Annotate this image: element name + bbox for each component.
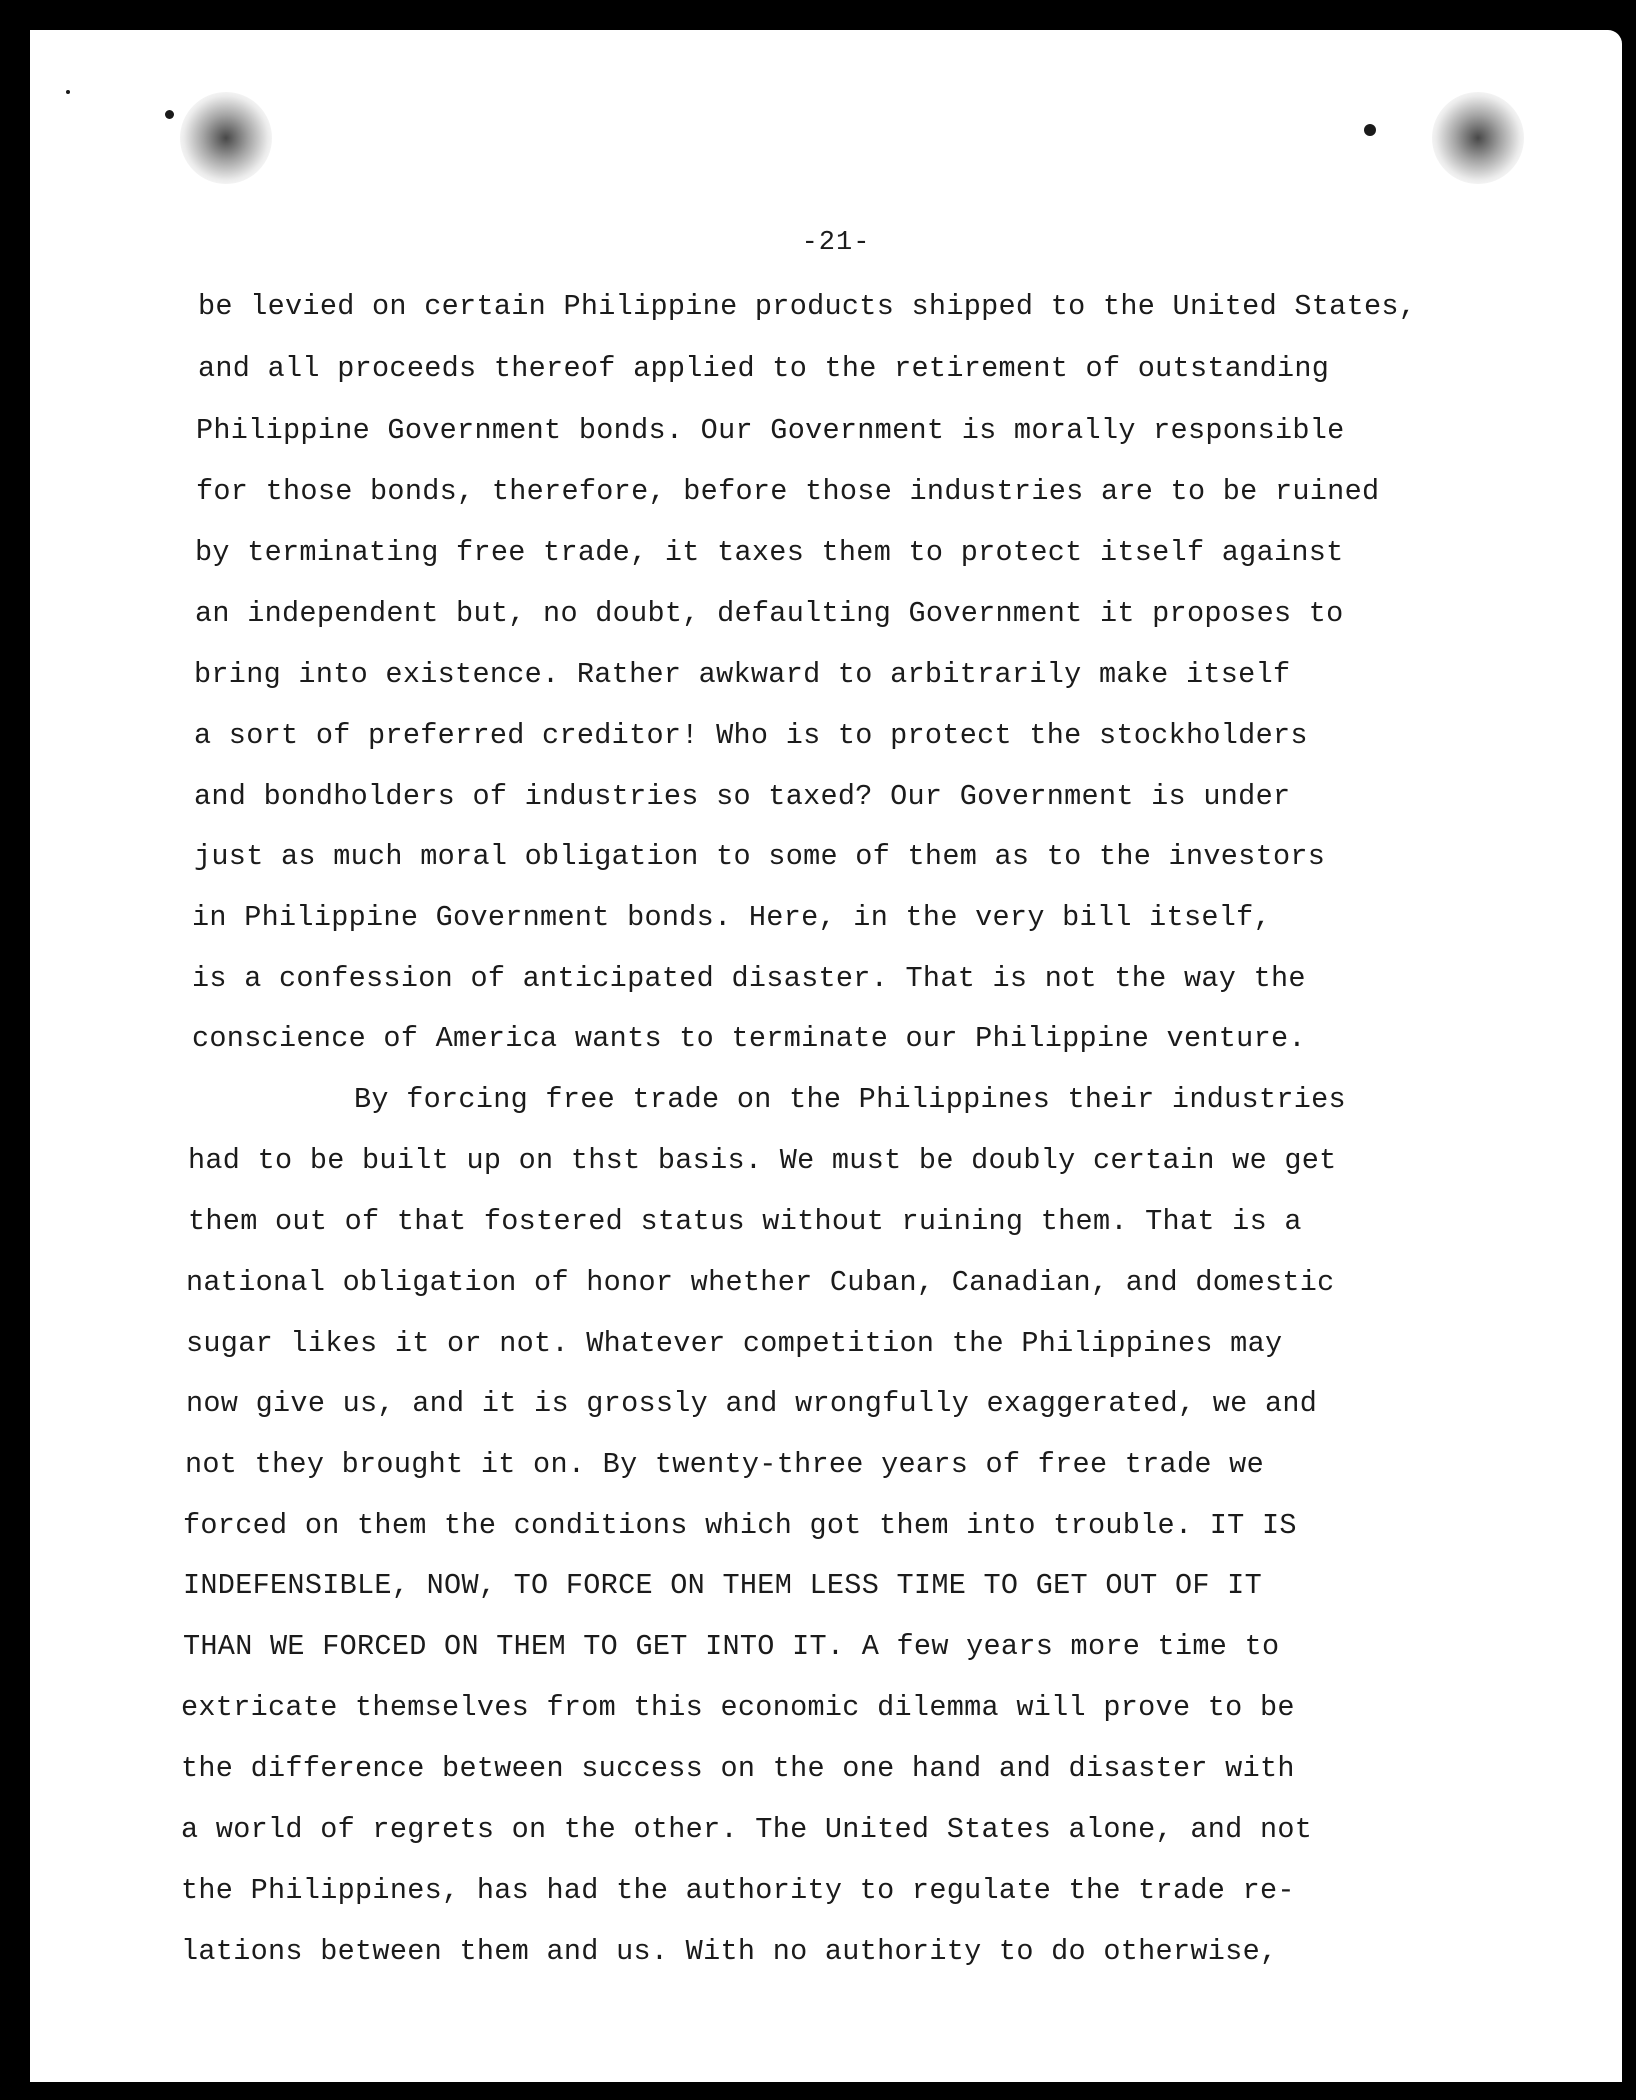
text-line: bring into existence. Rather awkward to arbitrarily make itself <box>194 658 1291 691</box>
text-line: had to be built up on thst basis. We must be doubly certain we get <box>188 1144 1337 1177</box>
text-line: for those bonds, therefore, before those industries are to be ruined <box>196 475 1380 508</box>
text-line: conscience of America wants to terminate our Philippine venture. <box>192 1022 1306 1055</box>
text-line: the Philippines, has had the authority to regulate the trade re- <box>181 1874 1295 1907</box>
punch-hole-left-icon <box>180 92 272 184</box>
document-page <box>30 30 1622 2082</box>
text-line: extricate themselves from this economic dilemma will prove to be <box>181 1691 1295 1724</box>
text-line: THAN WE FORCED ON THEM TO GET INTO IT. A few years more time to <box>183 1630 1280 1663</box>
text-line: a world of regrets on the other. The United States alone, and not <box>181 1813 1313 1846</box>
text-line: INDEFENSIBLE, NOW, TO FORCE ON THEM LESS TIME TO GET OUT OF IT <box>183 1569 1262 1602</box>
text-line: and all proceeds thereof applied to the retirement of outstanding <box>198 352 1330 385</box>
text-line: a sort of preferred creditor! Who is to protect the stockholders <box>194 719 1308 752</box>
punch-hole-right-icon <box>1432 92 1524 184</box>
text-line: in Philippine Government bonds. Here, in the very bill itself, <box>192 901 1271 934</box>
text-line: the difference between success on the one hand and disaster with <box>181 1752 1295 1785</box>
text-line: be levied on certain Philippine products shipped to the United States, <box>198 290 1417 323</box>
text-line: an independent but, no doubt, defaulting Government it proposes to <box>195 597 1344 630</box>
text-line: sugar likes it or not. Whatever competition the Philippines may <box>186 1327 1283 1360</box>
ink-speck-icon <box>1364 124 1376 136</box>
text-line: not they brought it on. By twenty-three years of free trade we <box>185 1448 1264 1481</box>
text-line: just as much moral obligation to some of them as to the investors <box>194 840 1326 873</box>
page-number: -21- <box>801 228 871 258</box>
text-line: is a confession of anticipated disaster. That is not the way the <box>192 962 1306 995</box>
text-line: by terminating free trade, it taxes them to protect itself against <box>195 536 1344 569</box>
text-line: forced on them the conditions which got them into trouble. IT IS <box>183 1509 1297 1542</box>
ink-speck-icon <box>66 90 70 94</box>
text-line: lations between them and us. With no authority to do otherwise, <box>181 1935 1278 1968</box>
text-line: Philippine Government bonds. Our Government is morally responsible <box>196 414 1345 447</box>
text-line: By forcing free trade on the Philippines their industries <box>354 1083 1346 1116</box>
text-line: and bondholders of industries so taxed? Our Government is under <box>194 780 1291 813</box>
text-line: them out of that fostered status without ruining them. That is a <box>188 1205 1302 1238</box>
ink-speck-icon <box>165 110 174 119</box>
text-line: national obligation of honor whether Cuban, Canadian, and domestic <box>186 1266 1335 1299</box>
text-line: now give us, and it is grossly and wrongfully exaggerated, we and <box>186 1387 1318 1420</box>
